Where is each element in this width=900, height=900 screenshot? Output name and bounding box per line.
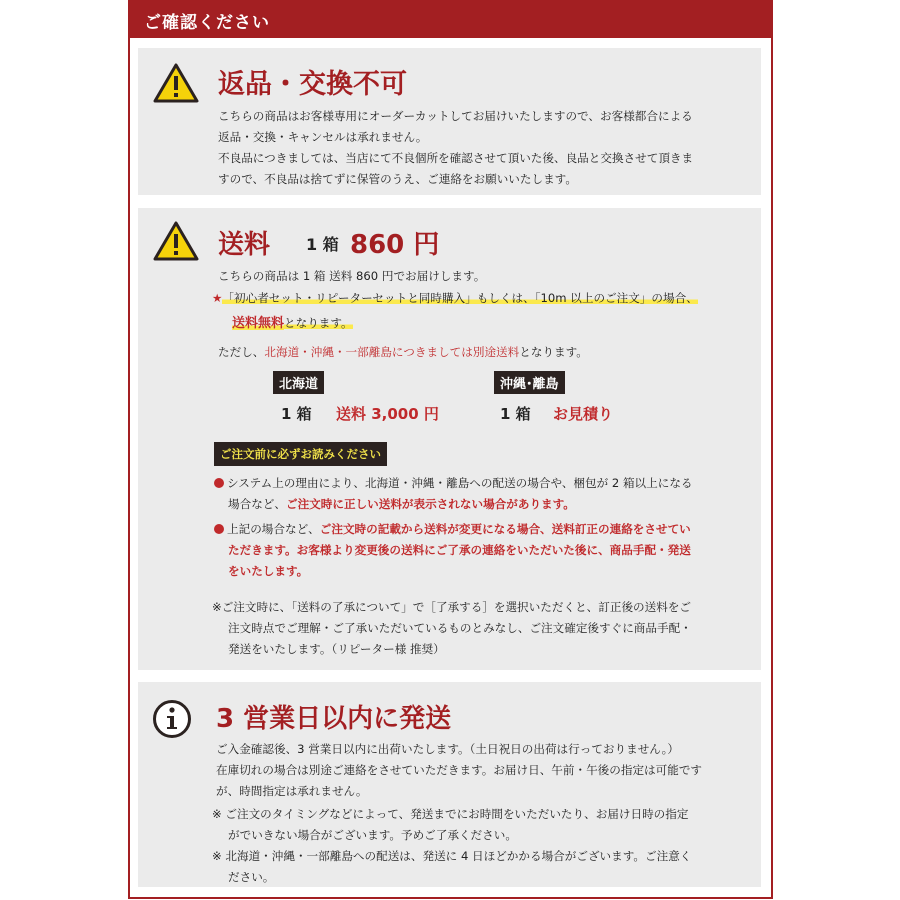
warning-icon (152, 220, 200, 262)
header-title: ご確認ください (144, 13, 270, 33)
notice-label: ご注文前に必ずお読みください (214, 442, 387, 466)
free-shipping-label: 送料無料 (232, 316, 285, 331)
info-icon (152, 699, 192, 739)
note-line-1: ※ご注文時に、「送料の了承について」で［了承する］を選択いただくと、訂正後の送料をご (212, 600, 692, 614)
hokkaido-price: 送料 3,000 円 (336, 405, 439, 423)
shipping-line-3: ただし、北海道・沖縄・一部離島につきましては別途送料となります。 (218, 345, 588, 359)
dispatch-line-3: が、時間指定は承れません。 (216, 784, 368, 798)
warning-icon (152, 62, 200, 104)
shipping-line-2: ★「初心者セット・リピーターセットと同時購入」もしくは、「10m 以上のご注文」の場合、 (212, 291, 698, 305)
dispatch-note-2: がでいきない場合がございます。予めご了承ください。 (228, 828, 517, 842)
header-bar (130, 0, 771, 38)
return-line-1: こちらの商品はお客様専用にオーダーカットしてお届けいたしますので、お客様都合による (218, 109, 693, 123)
return-title: 返品・交換不可 (218, 69, 407, 100)
region-tag-hokkaido: 北海道 (273, 371, 324, 394)
bullet-dot-icon (214, 524, 224, 534)
shipping-title: 送料 (218, 230, 271, 260)
okinawa-qty: 1 箱 (500, 405, 531, 423)
shipping-panel (138, 208, 761, 670)
return-line-3: 不良品につきましては、当店にて不良個所を確認させて頂いた後、良品と交換させて頂きま (218, 151, 694, 165)
return-line-2: 返品・交換・キャンセルは承れません。 (218, 130, 428, 144)
shipping-price: 860 円 (350, 230, 440, 260)
return-line-4: すので、不良品は捨てずに保管のうえ、ご連絡をお願いいたします。 (218, 172, 577, 186)
bullet-dot-icon (214, 478, 224, 488)
bullet-2-line-3: をいたします。 (228, 564, 309, 578)
notice-frame (128, 0, 773, 899)
bullet-2-line-2: ただきます。お客様より変更後の送料にご了承の連絡をいただいた後に、商品手配・発送 (228, 543, 691, 557)
bullet-2-line-1: 上記の場合など、ご注文時の記載から送料が変更になる場合、送料訂正の連絡をさせてい (214, 519, 691, 540)
shipping-line-1: こちらの商品は 1 箱 送料 860 円でお届けします。 (218, 269, 486, 283)
bullet-1-line-2: 場合など、ご注文時に正しい送料が表示されない場合があります。 (228, 497, 575, 511)
dispatch-title: 3 営業日以内に発送 (216, 704, 452, 734)
free-shipping-line: 送料無料となります。 (232, 316, 353, 331)
bullet-1-line-1: システム上の理由により、北海道・沖縄・離島への配送の場合や、梱包が 2 箱以上になる (214, 473, 693, 494)
hokkaido-qty: 1 箱 (281, 405, 312, 423)
dispatch-note-3: ※ 北海道・沖縄・一部離島への配送は、発送に 4 日ほどかかる場合がございます。ご注意く (212, 849, 692, 863)
dispatch-line-1: ご入金確認後、3 営業日以内に出荷いたします。（土日祝日の出荷は行っておりません。） (216, 742, 679, 756)
okinawa-price: お見積り (553, 405, 614, 423)
note-line-2: 注文時点でご理解・ご了承いただいているものとみなし、ご注文確定後すぐに商品手配・ (228, 621, 692, 635)
dispatch-note-1: ※ ご注文のタイミングなどによって、発送までにお時間をいただいたり、お届け日時の指定 (212, 807, 689, 821)
region-tag-okinawa: 沖縄･離島 (494, 371, 565, 394)
return-panel (138, 48, 761, 195)
dispatch-note-4: ださい。 (228, 870, 275, 884)
shipping-unit: 1 箱 (306, 235, 339, 254)
dispatch-line-2: 在庫切れの場合は別途ご連絡をさせていただきます。お届け日、午前・午後の指定は可能です (216, 763, 703, 777)
note-line-3: 発送をいたします。（リピーター様 推奨） (228, 642, 445, 656)
dispatch-panel (138, 682, 761, 887)
